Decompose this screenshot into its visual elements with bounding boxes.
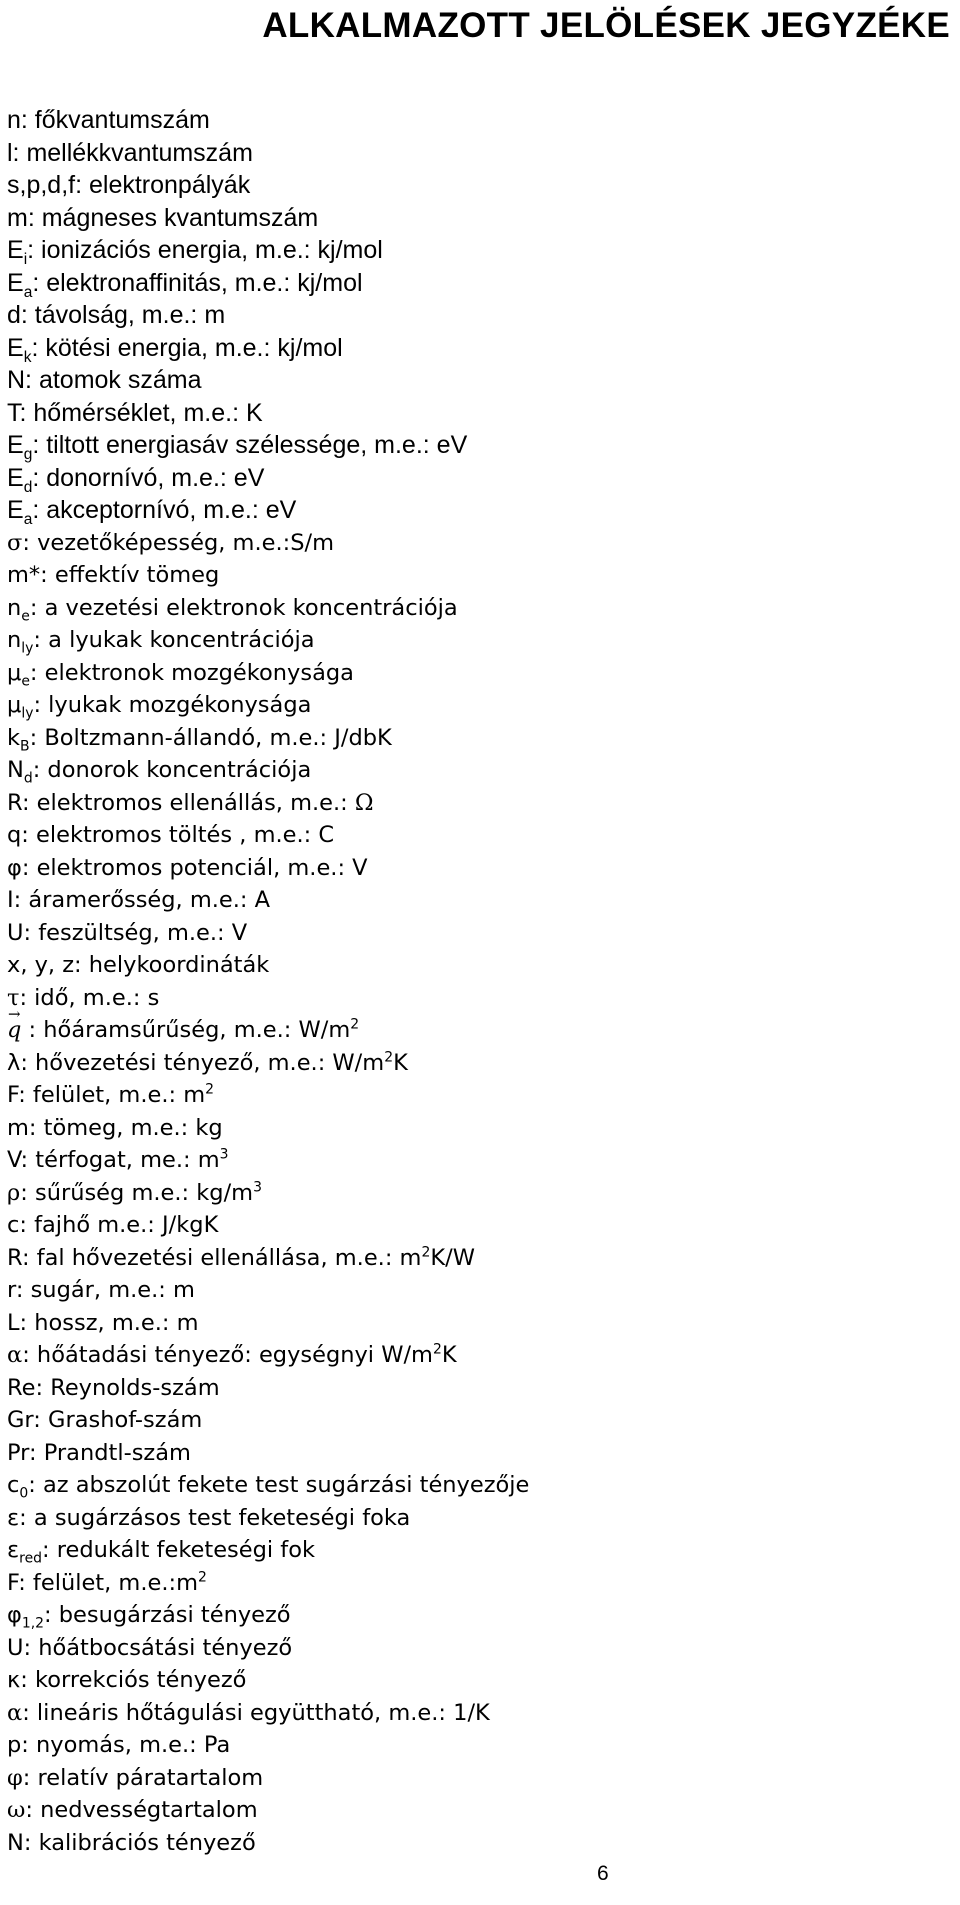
- notation-entry: n: főkvantumszám: [7, 106, 210, 134]
- notation-entry: $n_{ly}$: a lyukak koncentrációja: [7, 627, 315, 657]
- notation-entry: $E_a$: akceptornívó, m.e.: eV: [7, 496, 297, 528]
- notation-entry: U: feszültség, m.e.: V: [7, 919, 248, 946]
- notation-entry: ε: a sugárzásos test feketeségi foka: [7, 1504, 411, 1531]
- page-number: 6: [597, 1862, 609, 1885]
- notation-entry: $\mu_{ly}$: lyukak mozgékonysága: [7, 692, 312, 722]
- notation-entry: s,p,d,f: elektronpályák: [7, 171, 251, 199]
- notation-entry: R: fal hővezetési ellenállása, m.e.: $m^2K/W$: [7, 1244, 475, 1271]
- notation-entry: Re: Reynolds-szám: [7, 1374, 220, 1401]
- vector-q-symbol: → q: [7, 1014, 21, 1047]
- notation-entry: Pr: Prandtl-szám: [7, 1439, 191, 1466]
- notation-entry: m: tömeg, m.e.: kg: [7, 1114, 223, 1141]
- notation-entry: $N_d$: donorok koncentrációja: [7, 757, 312, 787]
- notation-entry: λ: hővezetési tényező, m.e.: $W/m^2K$: [7, 1049, 408, 1076]
- page-title: ALKALMAZOTT JELÖLÉSEK JEGYZÉKE: [262, 6, 950, 45]
- notation-entry: p: nyomás, m.e.: Pa: [7, 1732, 231, 1758]
- notation-entry: τ: idő, m.e.: s: [7, 984, 160, 1011]
- notation-entry: $E_g$: tiltott energiasáv szélessége, m.e.: eV: [7, 431, 468, 463]
- notation-entry: $c_0$: az abszolút fekete test sugárzási tényezője: [7, 1472, 530, 1502]
- notation-entry: → q : hőáramsűrűség, m.e.: $W/m^2$: [7, 1014, 529, 1047]
- notation-entry: ρ: sűrűség m.e.: $kg/m^3$: [7, 1179, 262, 1206]
- notation-entry: F: felület, $m.e.:m^2$: [7, 1569, 207, 1596]
- notation-entry: L: hossz, m.e.: m: [7, 1309, 199, 1336]
- notation-entry: d: távolság, m.e.: m: [7, 301, 226, 329]
- notation-entry: m: mágneses kvantumszám: [7, 203, 319, 232]
- notation-entry: σ: vezetőképesség, m.e.:S/m: [7, 529, 334, 556]
- notation-entry: $E_i$: ionizációs energia, m.e.: kj/mol: [7, 236, 383, 268]
- notation-entry: N: kalibrációs tényező: [7, 1829, 256, 1856]
- notation-list: [7, 104, 529, 1859]
- notation-entry: $\varphi_{1,2}$: besugárzási tényező: [7, 1602, 291, 1632]
- notation-entry: r: sugár, m.e.: m: [7, 1277, 195, 1303]
- notation-entry: $n_e$: a vezetési elektronok koncentrációja: [7, 594, 458, 624]
- notation-entry: φ: relatív páratartalom: [7, 1764, 264, 1791]
- notation-entry: l: mellékkvantumszám: [7, 138, 253, 167]
- notation-entry: c: fajhő m.e.: J/kgK: [7, 1212, 219, 1238]
- notation-entry: q: elektromos töltés , m.e.: C: [7, 822, 335, 848]
- notation-entry: $E_a$: elektronaffinitás, m.e.: kj/mol: [7, 268, 363, 301]
- notation-entry: N: atomok száma: [7, 366, 202, 394]
- notation-entry: U: hőátbocsátási tényező: [7, 1634, 293, 1661]
- notation-entry: T: hőmérséklet, m.e.: K: [7, 398, 263, 427]
- notation-entry: α: hőátadási tényező: egységnyi $W/m^2K$: [7, 1341, 457, 1368]
- notation-entry: $E_d$: donornívó, m.e.: eV: [7, 463, 265, 496]
- notation-entry: x, y, z: helykoordináták: [7, 952, 270, 978]
- notation-entry: κ: korrekciós tényező: [7, 1667, 247, 1693]
- notation-entry: Gr: Grashof-szám: [7, 1407, 203, 1433]
- notation-entry: R: elektromos ellenállás, m.e.: Ω: [7, 789, 374, 816]
- notation-entry: m*: effektív tömeg: [7, 562, 220, 588]
- notation-entry: $k_B$: Boltzmann-állandó, m.e.: J/dbK: [7, 724, 392, 754]
- notation-entry: α: lineáris hőtágulási együttható, m.e.: 1/K: [7, 1699, 490, 1726]
- notation-entry: I: áramerősség, m.e.: A: [7, 887, 271, 913]
- notation-entry: $\mu_e$: elektronok mozgékonysága: [7, 659, 354, 689]
- notation-entry: F: felület, m.e.: $m^2$: [7, 1081, 215, 1108]
- notation-entry: $E_k$: kötési energia, m.e.: kj/mol: [7, 333, 343, 366]
- notation-entry: ω: nedvességtartalom: [7, 1797, 258, 1823]
- notation-entry: φ: elektromos potenciál, m.e.: V: [7, 854, 368, 881]
- notation-entry: $\varepsilon_{red}$: redukált feketeségi fok: [7, 1537, 316, 1567]
- notation-entry: V: térfogat, me.: $m^3$: [7, 1146, 229, 1173]
